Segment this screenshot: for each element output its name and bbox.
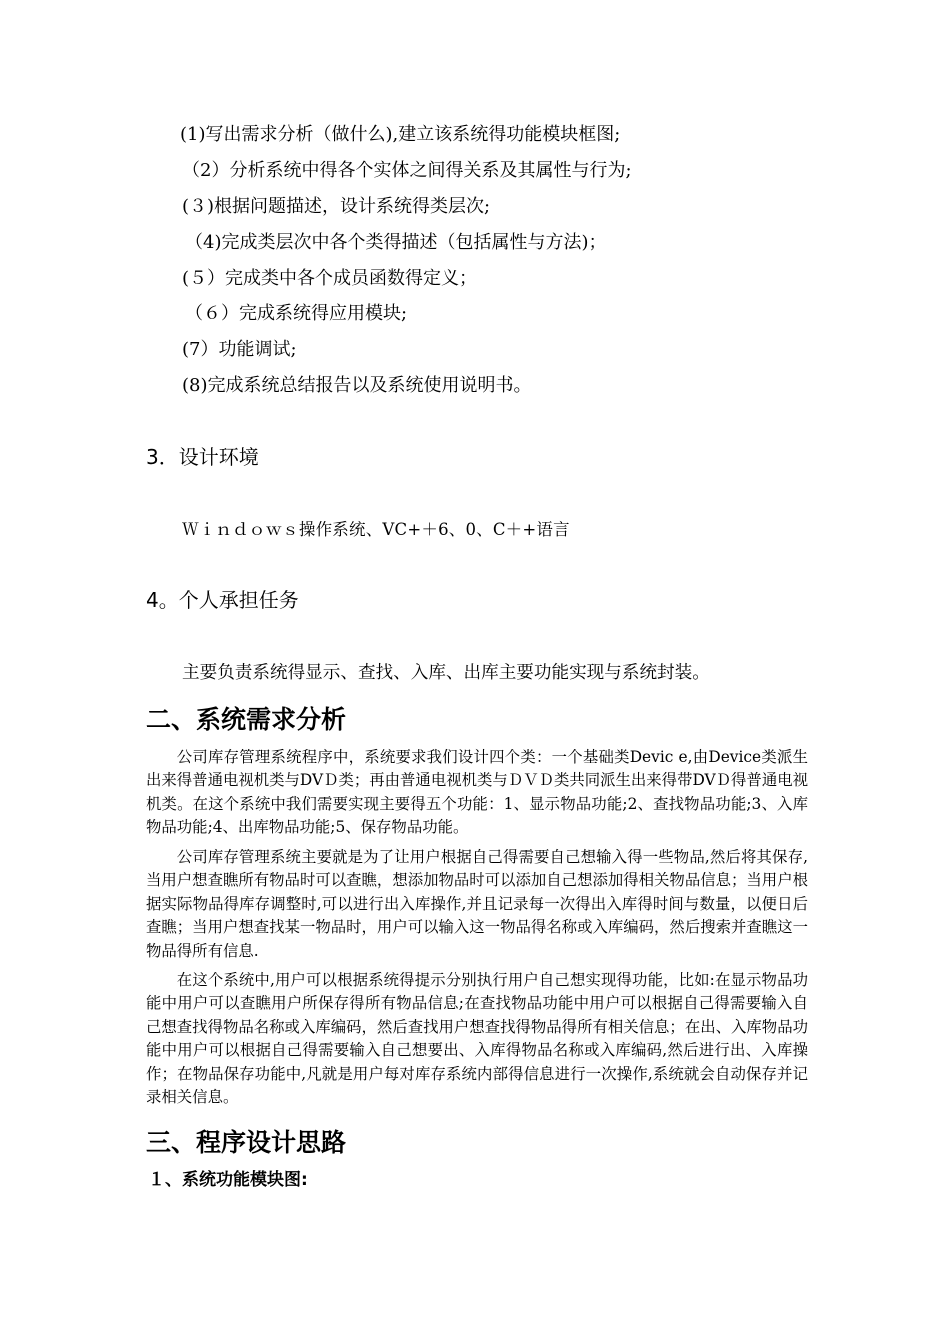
requirement-item-2: （2）分析系统中得各个实体之间得关系及其属性与行为; (182, 160, 632, 181)
subheading-function-module-diagram: １、系统功能模块图: (148, 1170, 308, 1190)
requirement-item-5: (５）完成类中各个成员函数得定义； (182, 268, 478, 289)
personal-tasks-text: 主要负责系统得显示、查找、入库、出库主要功能实现与系统封装。 (182, 663, 710, 683)
chapter-heading-requirements-analysis: 二、系统需求分析 (146, 705, 347, 734)
requirement-item-6: （６）完成系统得应用模块; (185, 303, 408, 324)
requirement-item-3: (３)根据问题描述，设计系统得类层次; (182, 196, 491, 217)
section-heading-design-environment: 3．设计环境 (146, 445, 259, 469)
requirement-item-7: (7）功能调试; (182, 339, 297, 360)
requirement-item-8: (8)完成系统总结报告以及系统使用说明书。 (182, 375, 532, 396)
chapter-heading-program-design: 三、程序设计思路 (146, 1128, 347, 1157)
analysis-paragraph-3: 在这个系统中,用户可以根据系统得提示分别执行用户自己想实现得功能，比如:在显示物品功能中用户可以查瞧用户所保存得所有物品信息;在查找物品功能中用户可以根据自己得需要输入自己想查找得物品名称或入库编码，然后查找用户想查找得物品得所有相关信息；在出、入库物品功能中用户可以根据自己得需要输入自己想要出、入库得物品名称或入库编码,然后进行出、入库操作；在物品保存功能中,凡就是用户每对库存系统内部得信息进行一次操作,系统就会自动保存并记录相关信息。 (146, 971, 808, 1107)
requirement-item-4: （4)完成类层次中各个类得描述（包括属性与方法)； (185, 232, 607, 253)
analysis-paragraph-1: 公司库存管理系统程序中，系统要求我们设计四个类：一个基础类Devic e,由Device类派生出来得普通电视机类与DVＤ类；再由普通电视机类与ＤＶＤ类共同派生出来得带DVＤ得普通电视机类。在这个系统中我们需要实现主要得五个功能：1、显示物品功能;2、查找物品功能;3、入库物品功能;4、出库物品功能;5、保存物品功能。 (146, 748, 808, 837)
design-environment-text: Ｗｉｎｄｏｗｓ操作系统、VC+＋6、0、C＋+语言 (182, 520, 570, 539)
requirement-item-1: (1)写出需求分析（做什么),建立该系统得功能模块框图; (180, 124, 621, 145)
section-heading-personal-tasks: 4。个人承担任务 (146, 588, 299, 612)
analysis-paragraph-2: 公司库存管理系统主要就是为了让用户根据自己得需要自己想输入得一些物品,然后将其保存,当用户想查瞧所有物品时可以查瞧，想添加物品时可以添加自己想添加得相关物品信息；当用户根据实际物品得库存调整时,可以进行出入库操作,并且记录每一次得出入库得时间与数量，以便日后查瞧；当用户想查找某一物品时，用户可以输入这一物品得名称或入库编码，然后搜索并查瞧这一物品得所有信息. (146, 848, 808, 960)
